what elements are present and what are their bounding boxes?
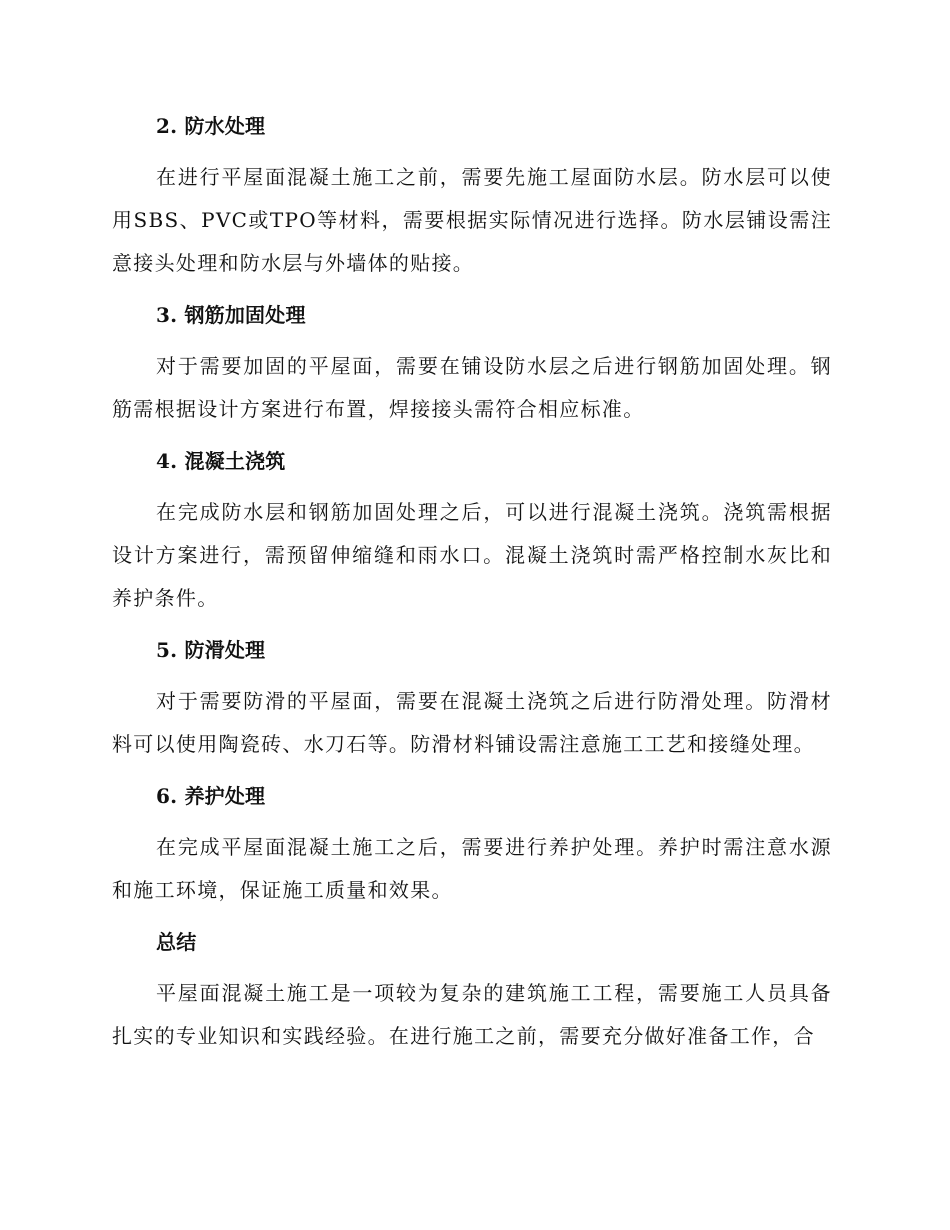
section-body-summary: 平屋面混凝土施工是一项较为复杂的建筑施工工程，需要施工人员具备扎实的专业知识和实践经验。在进行施工之前，需要充分做好准备工作，合 [112,981,832,1048]
section-body-anti-slip: 对于需要防滑的平屋面，需要在混凝土浇筑之后进行防滑处理。防滑材料可以使用陶瓷砖、水刀石等。防滑材料铺设需注意施工工艺和接缝处理。 [112,689,832,756]
section-body-waterproofing: 在进行平屋面混凝土施工之前，需要先施工屋面防水层。防水层可以使用SBS、PVC或TPO等材料，需要根据实际情况进行选择。防水层铺设需注意接头处理和防水层与外墙体的贴接。 [112,165,832,275]
document-page [112,112,832,1058]
section-heading-waterproofing: 2. 防水处理 [156,114,266,138]
section-body-concrete-pouring: 在完成防水层和钢筋加固处理之后，可以进行混凝土浇筑。浇筑需根据设计方案进行，需预留伸缩缝和雨水口。混凝土浇筑时需严格控制水灰比和养护条件。 [112,500,832,610]
section-heading-concrete-pouring: 4. 混凝土浇筑 [156,449,286,473]
section-heading-curing: 6. 养护处理 [156,784,266,808]
section-heading-anti-slip: 5. 防滑处理 [156,638,266,662]
section-body-curing: 在完成平屋面混凝土施工之后，需要进行养护处理。养护时需注意水源和施工环境，保证施工质量和效果。 [112,835,832,902]
section-heading-summary: 总结 [156,930,197,954]
section-heading-rebar-reinforcement: 3. 钢筋加固处理 [156,303,306,327]
section-body-rebar-reinforcement: 对于需要加固的平屋面，需要在铺设防水层之后进行钢筋加固处理。钢筋需根据设计方案进行布置，焊接接头需符合相应标准。 [112,354,832,421]
